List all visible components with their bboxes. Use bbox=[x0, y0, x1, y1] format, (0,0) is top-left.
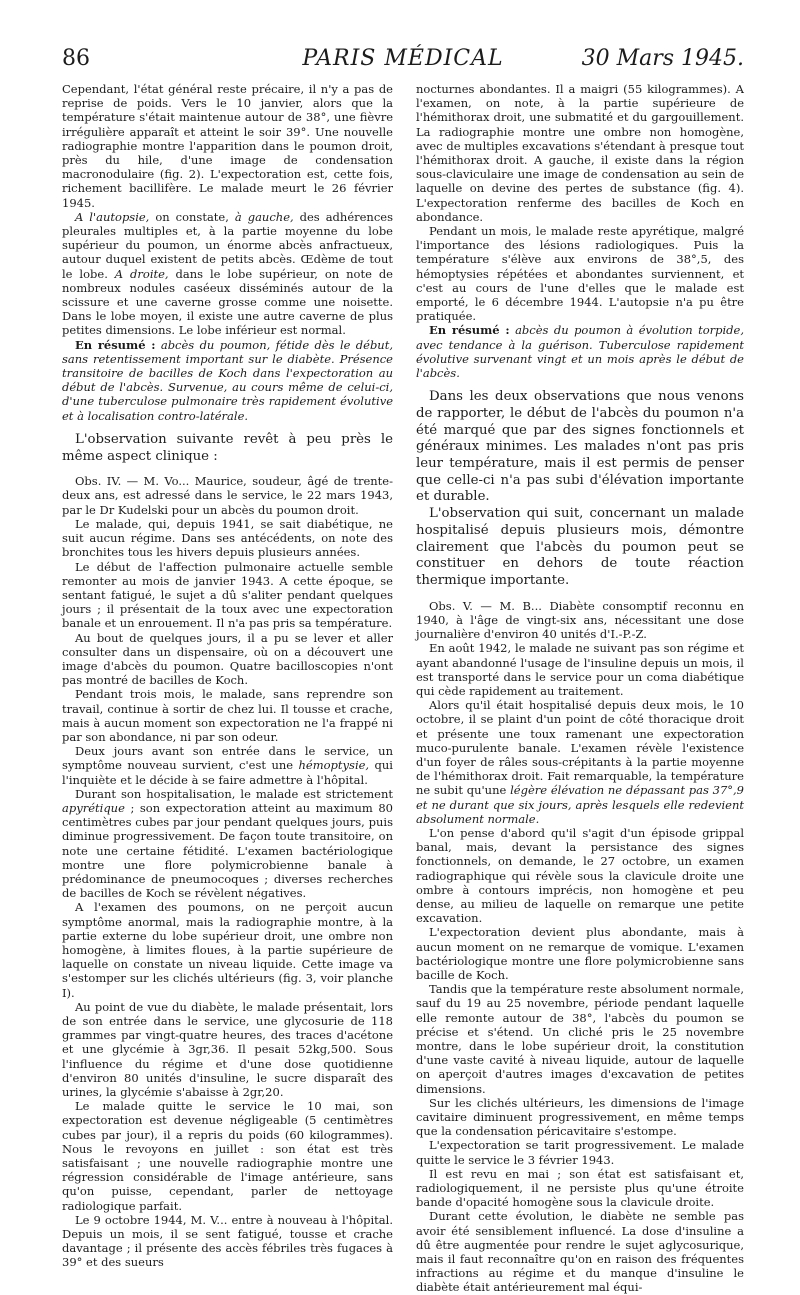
summary-body: abcès du poumon à évolution torpide, avec tendance à la guérison. Tuberculose rapidement évolutive survenant vingt et un mois après le début de l'abcès. bbox=[416, 323, 744, 381]
text-run: on constate, bbox=[149, 209, 235, 224]
paragraph: Au point de vue du diabète, le malade présentait, lors de son entrée dans le service, une glycosurie de 118 grammes par vingt-quatre heures, des traces d'acétone et une glycémie à 3gr,36. Il pesait 52kg,500. Sous l'influence du régime et d'une dose quotidienne d'environ 80 unités d'insuline, le sucre disparaît des urines, la glycémie s'abaisse à 2gr,20. bbox=[62, 999, 393, 1100]
paragraph: Pendant un mois, le malade reste apyrétique, malgré l'importance des lésions radiologiques. Puis la température s'élève aux environs de 38°,5, des hémoptysies répétées et abondantes surviennent, et c'est au cours de l'une d'elles que le malade est emporté, le 6 décembre 1944. L'autopsie n'a pu être pratiquée. bbox=[416, 224, 744, 324]
paragraph: A l'examen des poumons, on ne perçoit aucun symptôme anormal, mais la radiographie montre, à la partie externe du lobe supérieur droit, une ombre non homogène, à limites floues, à la partie supérieure de laquelle on constate un niveau liquide. Cette image va s'estomper sur les clichés ultérieurs (fig. 3, voir planche I). bbox=[62, 900, 393, 1000]
summary-heading: En résumé : bbox=[429, 323, 510, 338]
text-run: Deux jours avant son entrée dans le service, un symptôme nouveau survient, c'est une bbox=[62, 744, 393, 773]
paragraph: L'on pense d'abord qu'il s'agit d'un épisode grippal banal, mais, devant la persistance des signes fonctionnels, on demande, le 27 octobre, un examen radiographique qui révèle sous la clavicule droite une ombre à contours imprécis, non homogène et peu dense, au milieu de laquelle on remarque une petite excavation. bbox=[416, 825, 744, 926]
right-column bbox=[416, 82, 744, 1295]
paragraph: Le 9 octobre 1944, M. V... entre à nouveau à l'hôpital. Depuis un mois, il se sent fatigué, tousse et crache davantage ; il présente des accès fébriles très fugaces à 39° et des sueurs bbox=[62, 1212, 393, 1270]
paragraph: Sur les clichés ultérieurs, les dimensions de l'image cavitaire diminuent progressivement, en même temps que la condensation péricavitaire s'estompe. bbox=[416, 1095, 744, 1139]
journal-title: PARIS MÉDICAL bbox=[302, 46, 504, 71]
paragraph: En août 1942, le malade ne suivant pas son régime et ayant abandonné l'usage de l'insuline depuis un mois, il est transporté dans le service pour un coma diabétique qui cède rapidement au traitement. bbox=[416, 641, 744, 698]
summary-paragraph bbox=[62, 338, 393, 423]
paragraph bbox=[62, 744, 393, 787]
paragraph: Dans les deux observations que nous venons de rapporter, le début de l'abcès du poumon n'a été marqué que par des signes fonctionnels et généraux minimes. Les malades n'ont pas pris leur température, mais il est permis de penser que celle-ci n'a pas subi d'élévation importante et durable. bbox=[416, 389, 744, 505]
paragraph: Au bout de quelques jours, il a pu se lever et aller consulter dans un dispensaire, où on a découvert une image d'abcès du poumon. Quatre bacilloscopies n'ont pas montré de bacilles de Koch. bbox=[62, 630, 393, 688]
paragraph: Cependant, l'état général reste précaire, il n'y a pas de reprise de poids. Vers le 10 janvier, alors que la température s'était maintenue autour de 38°, une fièvre irrégulière apparaît et atteint le soir 39°. Une nouvelle radiographie montre l'apparition dans le poumon droit, près du hile, d'une image de condensation macronodulaire (fig. 2). L'expectoration est, cette fois, richement bacillifère. Le malade meurt le 26 février 1945. bbox=[62, 82, 393, 210]
text-run: A droite, bbox=[114, 266, 169, 281]
text-run: des adhérences pleurales multiples et, à la partie moyenne du lobe supérieur du poumon, un énorme abcès anfractueux, autour duquel existent de petits abcès. Œdème de tout le lobe. bbox=[62, 209, 393, 281]
page-number: 86 bbox=[62, 46, 90, 71]
paragraph: Le malade, qui, depuis 1941, se sait diabétique, ne suit aucun régime. Dans ses antécédents, on note des bronchites tous les hivers depuis plusieurs années. bbox=[62, 516, 393, 560]
autopsy-paragraph bbox=[62, 210, 393, 338]
text-run: Durant son hospitalisation, le malade est strictement bbox=[75, 786, 393, 801]
text-run: hémoptysie, bbox=[298, 758, 370, 773]
text-run: légère élévation ne dépassant pas 37°,9 et ne durant que six jours, après lesquels elle redevient absolument normale. bbox=[416, 783, 745, 826]
paragraph bbox=[62, 787, 393, 901]
paragraph: L'observation qui suit, concernant un malade hospitalisé depuis plusieurs mois, démontre clairement que l'abcès du poumon peut se constituer en dehors de toute réaction thermique importante. bbox=[416, 506, 744, 588]
paragraph: L'observation suivante revêt à peu près le même aspect clinique : bbox=[62, 431, 393, 464]
paragraph: nocturnes abondantes. Il a maigri (55 kilogrammes). A l'examen, on note, à la partie supérieure de l'hémithorax droit, une submatité et du gargouillement. La radiographie montre une ombre non homogène, avec de multiples excavations s'étendant à presque tout l'hémithorax droit. A gauche, il existe dans la région sous-claviculaire une image de condensation au sein de laquelle on devine des pertes de substance (fig. 4). L'expectoration renferme des bacilles de Koch en abondance. bbox=[416, 82, 744, 224]
text-run: ; son expectoration atteint au maximum 80 centimètres cubes par jour pendant quelques jours, puis diminue progressivement. De façon toute transitoire, on note une certaine fétidité. L'examen bactériologique montre une flore polymicrobienne banale à prédominance de pneumocoques ; diverses recherches de bacilles de Koch se révèlent négatives. bbox=[62, 800, 393, 901]
autopsy-lead: A l'autopsie, bbox=[75, 209, 150, 224]
paragraph: Il est revu en mai ; son état est satisfaisant et, radiologiquement, il ne persiste plus qu'une étroite bande d'opacité homogène sous la clavicule droite. bbox=[416, 1166, 744, 1210]
paragraph: L'expectoration devient plus abondante, mais à aucun moment on ne remarque de vomique. L'examen bactériologique montre une flore polymicrobienne sans bacille de Koch. bbox=[416, 925, 744, 982]
text-run: à gauche, bbox=[234, 209, 294, 224]
paragraph bbox=[416, 698, 744, 826]
observation-heading: Obs. V. — M. B... Diabète consomptif reconnu en 1940, à l'âge de vingt-six ans, nécessitant une dose journalière d'environ 40 unités d'I.-P.-Z. bbox=[416, 598, 744, 642]
summary-body: abcès du poumon, fétide dès le début, sans retentissement important sur le diabète. Présence transitoire de bacilles de Koch dans l'expectoration au début de l'abcès. Survenue, au cours même de celui-ci, d'une tuberculose pulmonaire très rapidement évolutive et à localisation contro-latérale. bbox=[62, 337, 393, 423]
paragraph: Durant cette évolution, le diabète ne semble pas avoir été sensiblement influencé. La dose d'insuline a dû être augmentée pour rendre le sujet aglycosurique, mais il faut reconnaître qu'on en raison des fréquentes infractions au régime et du manque d'insuline le diabète était antérieurement mal équi- bbox=[416, 1209, 744, 1295]
paragraph: Tandis que la température reste absolument normale, sauf du 19 au 25 novembre, période pendant laquelle elle remonte autour de 38°, l'abcès du poumon se précise et s'étend. Un cliché pris le 25 novembre montre, dans le lobe supérieur droit, la constitution d'une vaste cavité à niveau liquide, autour de laquelle on aperçoit d'autres images d'excavation de petites dimensions. bbox=[416, 982, 744, 1096]
paragraph: L'expectoration se tarit progressivement. Le malade quitte le service le 3 février 1943. bbox=[416, 1138, 744, 1167]
text-run: apyrétique bbox=[62, 800, 125, 815]
paragraph: Pendant trois mois, le malade, sans reprendre son travail, continue à sortir de chez lui. Il tousse et crache, mais à aucun moment son expectoration ne l'a frappé ni par son abondance, ni par son odeur. bbox=[62, 687, 393, 744]
running-header bbox=[62, 42, 744, 78]
text-run: dans le lobe supérieur, on note de nombreux nodules caséeux disséminés autour de la scissure et une caverne grosse comme une noisette. Dans le lobe moyen, il existe une autre caverne de plus petites dimensions. Le lobe inférieur est normal. bbox=[62, 266, 393, 338]
observation-heading: Obs. IV. — M. Vo... Maurice, soudeur, âgé de trente-deux ans, est adressé dans le service, le 22 mars 1943, par le Dr Kudelski pour un abcès du poumon droit. bbox=[62, 474, 393, 517]
summary-heading: En résumé : bbox=[75, 337, 156, 352]
text-run: Alors qu'il était hospitalisé depuis deux mois, le 10 octobre, il se plaint d'un point de côté thoracique droit et présente une toux ramenant une expectoration muco-purulente banale. L'examen révèle l'existence d'un foyer de râles sous-crépitants à la partie moyenne de l'hémithorax droit. Fait remarquable, la température ne subit qu'une bbox=[416, 698, 744, 798]
paragraph: Le malade quitte le service le 10 mai, son expectoration est devenue négligeable (5 centimètres cubes par jour), il a repris du poids (60 kilogrammes). Nous le revoyons en juillet : son état est très satisfaisant ; une nouvelle radiographie montre une régression considérable de l'image antérieure, sans qu'on puisse, cependant, parler de nettoyage radiologique parfait. bbox=[62, 1099, 393, 1213]
text-run: qui l'inquiète et le décide à se faire admettre à l'hôpital. bbox=[62, 758, 393, 787]
paragraph: Le début de l'affection pulmonaire actuelle semble remonter au mois de janvier 1943. A cette époque, se sentant fatigué, le sujet a dû s'aliter pendant quelques jours ; il présentait de la toux avec une expectoration banale et un enrouement. Il n'a pas pris sa température. bbox=[62, 559, 393, 631]
summary-paragraph bbox=[416, 323, 744, 380]
left-column bbox=[62, 82, 393, 1270]
issue-date: 30 Mars 1945. bbox=[581, 46, 744, 71]
